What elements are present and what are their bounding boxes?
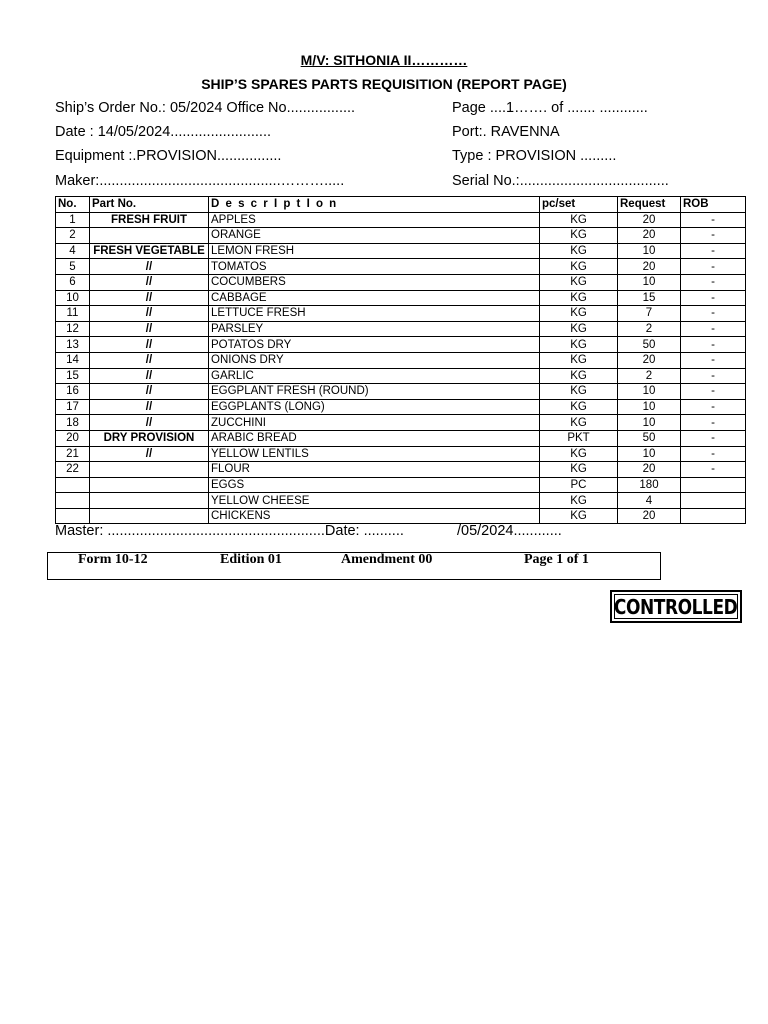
ship-order-field: Ship’s Order No.: 05/2024 Office No................. bbox=[55, 100, 356, 116]
table-row bbox=[56, 228, 746, 244]
master-signature-line: Master: ......................................................Date: .......... bbox=[55, 523, 404, 539]
row-description: APPLES bbox=[209, 212, 540, 228]
row-request: 2 bbox=[618, 368, 681, 384]
row-no: 17 bbox=[56, 399, 90, 415]
row-no: 16 bbox=[56, 384, 90, 400]
row-description: YELLOW LENTILS bbox=[209, 446, 540, 462]
row-rob: - bbox=[681, 368, 746, 384]
row-request: 20 bbox=[618, 212, 681, 228]
row-description: ORANGE bbox=[209, 228, 540, 244]
row-request: 10 bbox=[618, 243, 681, 259]
row-unit: KG bbox=[540, 228, 618, 244]
row-rob: - bbox=[681, 430, 746, 446]
table-row bbox=[56, 446, 746, 462]
row-description: FLOUR bbox=[209, 462, 540, 478]
equipment-field: Equipment :.PROVISION................ bbox=[55, 148, 282, 164]
table-row bbox=[56, 368, 746, 384]
table-row bbox=[56, 415, 746, 431]
row-rob: - bbox=[681, 415, 746, 431]
row-rob bbox=[681, 508, 746, 524]
maker-field: Maker:.............................................………..... bbox=[55, 173, 345, 189]
row-description: TOMATOS bbox=[209, 259, 540, 275]
table-row bbox=[56, 430, 746, 446]
table-row bbox=[56, 290, 746, 306]
row-rob: - bbox=[681, 228, 746, 244]
date-field: Date : 14/05/2024......................... bbox=[55, 124, 271, 140]
row-rob: - bbox=[681, 399, 746, 415]
row-description: EGGPLANTS (LONG) bbox=[209, 399, 540, 415]
table-row bbox=[56, 462, 746, 478]
row-request: 20 bbox=[618, 228, 681, 244]
table-row bbox=[56, 493, 746, 509]
row-unit: PKT bbox=[540, 430, 618, 446]
row-rob: - bbox=[681, 446, 746, 462]
type-field: Type : PROVISION ......... bbox=[452, 148, 617, 164]
row-no: 1 bbox=[56, 212, 90, 228]
row-rob: - bbox=[681, 352, 746, 368]
row-request: 15 bbox=[618, 290, 681, 306]
table-row bbox=[56, 306, 746, 322]
row-unit: KG bbox=[540, 274, 618, 290]
row-request: 10 bbox=[618, 415, 681, 431]
row-request: 7 bbox=[618, 306, 681, 322]
row-description: LEMON FRESH bbox=[209, 243, 540, 259]
row-request: 20 bbox=[618, 352, 681, 368]
row-description: LETTUCE FRESH bbox=[209, 306, 540, 322]
row-unit: KG bbox=[540, 243, 618, 259]
table-row bbox=[56, 212, 746, 228]
row-rob: - bbox=[681, 274, 746, 290]
row-unit: KG bbox=[540, 337, 618, 353]
table-row bbox=[56, 477, 746, 493]
row-part-no bbox=[90, 508, 209, 524]
row-description: ARABIC BREAD bbox=[209, 430, 540, 446]
header-no: No. bbox=[56, 197, 90, 213]
row-no: 15 bbox=[56, 368, 90, 384]
row-unit: KG bbox=[540, 446, 618, 462]
table-row bbox=[56, 259, 746, 275]
row-request: 10 bbox=[618, 446, 681, 462]
row-part-no: // bbox=[90, 290, 209, 306]
row-description: EGGS bbox=[209, 477, 540, 493]
row-request: 50 bbox=[618, 337, 681, 353]
row-request: 4 bbox=[618, 493, 681, 509]
row-unit: KG bbox=[540, 306, 618, 322]
row-part-no: // bbox=[90, 306, 209, 322]
row-part-no: // bbox=[90, 399, 209, 415]
row-request: 180 bbox=[618, 477, 681, 493]
row-part-no bbox=[90, 493, 209, 509]
header-part-no: Part No. bbox=[90, 197, 209, 213]
table-row bbox=[56, 337, 746, 353]
table-row bbox=[56, 384, 746, 400]
row-unit: KG bbox=[540, 462, 618, 478]
row-no: 14 bbox=[56, 352, 90, 368]
row-unit: KG bbox=[540, 384, 618, 400]
row-rob bbox=[681, 493, 746, 509]
amendment: Amendment 00 bbox=[341, 552, 433, 567]
row-unit: KG bbox=[540, 368, 618, 384]
row-rob: - bbox=[681, 290, 746, 306]
row-no: 21 bbox=[56, 446, 90, 462]
row-description: CHICKENS bbox=[209, 508, 540, 524]
row-part-no: // bbox=[90, 352, 209, 368]
row-part-no bbox=[90, 462, 209, 478]
row-part-no: // bbox=[90, 415, 209, 431]
row-no: 2 bbox=[56, 228, 90, 244]
stamp-text: CONTROLLED bbox=[614, 594, 738, 619]
row-description: ONIONS DRY bbox=[209, 352, 540, 368]
table-row bbox=[56, 243, 746, 259]
row-request: 10 bbox=[618, 384, 681, 400]
table-row bbox=[56, 321, 746, 337]
row-part-no bbox=[90, 228, 209, 244]
row-no: 20 bbox=[56, 430, 90, 446]
row-part-no: // bbox=[90, 259, 209, 275]
row-description: COCUMBERS bbox=[209, 274, 540, 290]
row-no: 4 bbox=[56, 243, 90, 259]
row-part-no: // bbox=[90, 337, 209, 353]
row-no: 12 bbox=[56, 321, 90, 337]
row-part-no: FRESH VEGETABLE bbox=[90, 243, 209, 259]
row-request: 20 bbox=[618, 462, 681, 478]
row-part-no: // bbox=[90, 321, 209, 337]
row-rob: - bbox=[681, 337, 746, 353]
row-rob: - bbox=[681, 306, 746, 322]
row-description: POTATOS DRY bbox=[209, 337, 540, 353]
row-rob: - bbox=[681, 212, 746, 228]
row-rob: - bbox=[681, 243, 746, 259]
header-description: D e s c r I p t I o n bbox=[209, 197, 540, 213]
row-description: PARSLEY bbox=[209, 321, 540, 337]
row-unit: KG bbox=[540, 290, 618, 306]
row-unit: KG bbox=[540, 259, 618, 275]
row-no bbox=[56, 493, 90, 509]
row-part-no: DRY PROVISION bbox=[90, 430, 209, 446]
requisition-table bbox=[55, 196, 746, 524]
row-description: ZUCCHINI bbox=[209, 415, 540, 431]
row-no: 11 bbox=[56, 306, 90, 322]
port-field: Port:. RAVENNA bbox=[452, 124, 560, 140]
row-part-no: // bbox=[90, 446, 209, 462]
row-part-no: FRESH FRUIT bbox=[90, 212, 209, 228]
row-rob: - bbox=[681, 321, 746, 337]
row-unit: PC bbox=[540, 477, 618, 493]
row-unit: KG bbox=[540, 212, 618, 228]
edition: Edition 01 bbox=[220, 552, 282, 567]
row-request: 2 bbox=[618, 321, 681, 337]
row-description: EGGPLANT FRESH (ROUND) bbox=[209, 384, 540, 400]
table-row bbox=[56, 274, 746, 290]
row-request: 10 bbox=[618, 274, 681, 290]
row-unit: KG bbox=[540, 508, 618, 524]
signature-date: /05/2024............ bbox=[457, 523, 562, 539]
row-part-no: // bbox=[90, 368, 209, 384]
row-no bbox=[56, 477, 90, 493]
table-row bbox=[56, 399, 746, 415]
row-unit: KG bbox=[540, 399, 618, 415]
table-row bbox=[56, 508, 746, 524]
header-unit: pc/set bbox=[540, 197, 618, 213]
row-no: 22 bbox=[56, 462, 90, 478]
vessel-name: M/V: SITHONIA II………… bbox=[300, 52, 468, 68]
table-row bbox=[56, 352, 746, 368]
row-no bbox=[56, 508, 90, 524]
row-request: 50 bbox=[618, 430, 681, 446]
header-request: Request bbox=[618, 197, 681, 213]
row-description: YELLOW CHEESE bbox=[209, 493, 540, 509]
table-header-row bbox=[56, 197, 746, 213]
row-no: 18 bbox=[56, 415, 90, 431]
row-request: 20 bbox=[618, 508, 681, 524]
row-rob: - bbox=[681, 384, 746, 400]
serial-field: Serial No.:..................................... bbox=[452, 173, 669, 189]
row-description: CABBAGE bbox=[209, 290, 540, 306]
form-page: Page 1 of 1 bbox=[524, 552, 589, 567]
document-title: SHIP’S SPARES PARTS REQUISITION (REPORT PAGE) bbox=[201, 76, 567, 92]
row-rob: - bbox=[681, 259, 746, 275]
row-part-no: // bbox=[90, 274, 209, 290]
row-unit: KG bbox=[540, 415, 618, 431]
row-part-no: // bbox=[90, 384, 209, 400]
row-rob: - bbox=[681, 462, 746, 478]
row-unit: KG bbox=[540, 493, 618, 509]
row-request: 20 bbox=[618, 259, 681, 275]
row-request: 10 bbox=[618, 399, 681, 415]
row-no: 13 bbox=[56, 337, 90, 353]
row-unit: KG bbox=[540, 321, 618, 337]
page-field: Page ....1……. of ....... ............ bbox=[452, 100, 648, 116]
row-rob bbox=[681, 477, 746, 493]
controlled-stamp bbox=[610, 590, 742, 623]
row-part-no bbox=[90, 477, 209, 493]
row-no: 10 bbox=[56, 290, 90, 306]
header-rob: ROB bbox=[681, 197, 746, 213]
row-no: 5 bbox=[56, 259, 90, 275]
row-no: 6 bbox=[56, 274, 90, 290]
row-unit: KG bbox=[540, 352, 618, 368]
row-description: GARLIC bbox=[209, 368, 540, 384]
form-number: Form 10-12 bbox=[78, 552, 148, 567]
